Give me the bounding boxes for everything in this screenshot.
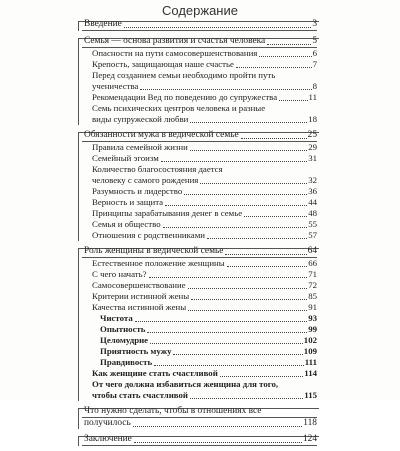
toc-entry [82, 142, 317, 153]
entry-title: Опытность [100, 324, 146, 334]
dot-leader [236, 67, 312, 68]
entry-page-number: 85 [308, 291, 317, 301]
dot-leader [140, 89, 311, 90]
entry-page-number: 124 [302, 434, 317, 444]
entry-page-number: 3 [312, 19, 317, 29]
dot-leader [227, 266, 308, 267]
dot-leader [124, 27, 312, 28]
entry-title: Правила семейной жизни [92, 142, 188, 152]
entry-title: получилось [84, 418, 131, 428]
entry-title: Перед созданием семьи необходимо пройти путь [92, 70, 276, 80]
entry-title: чтобы стать счастливой [92, 390, 188, 400]
dot-leader [267, 44, 311, 45]
toc-entry [82, 246, 317, 258]
toc-section [82, 434, 317, 446]
entry-title: Чистота [100, 313, 133, 323]
entry-page-number: 64 [307, 246, 317, 256]
entry-title: Количество благосостояния дается [92, 164, 223, 174]
entry-page-number: 36 [308, 186, 317, 196]
entry-page-number: 93 [308, 313, 317, 323]
entry-title: ученичества [92, 81, 139, 91]
entry-page-number: 91 [308, 302, 317, 312]
entry-page-number: 66 [308, 258, 317, 268]
entry-title: Обязанности мужа в ведической семье [84, 130, 239, 140]
toc-entry [82, 230, 317, 241]
toc-entry [82, 406, 317, 418]
dot-leader [200, 183, 307, 184]
toc-entry [82, 114, 317, 125]
dot-leader [190, 122, 307, 123]
dot-leader [190, 150, 307, 151]
entry-title: Как женщине стать счастливой [92, 368, 218, 378]
entry-page-number: 44 [308, 197, 317, 207]
entry-title: Правдивость [100, 357, 153, 367]
dot-leader [188, 310, 307, 311]
toc-entry [82, 313, 317, 324]
toc-entry [82, 418, 317, 429]
entry-title: Рекомендации Вед по поведению до супружества [92, 92, 278, 102]
entry-title: Что нужно сделать, чтобы в отношениях все [84, 406, 262, 416]
toc-entry [82, 291, 317, 302]
toc-entry [82, 164, 317, 175]
entry-title: Отношения с родственниками [92, 230, 205, 240]
dot-leader [173, 354, 302, 355]
dot-leader [165, 205, 307, 206]
toc-entry [82, 153, 317, 164]
toc-entry [82, 186, 317, 197]
entry-page-number: 31 [308, 153, 317, 163]
entry-title: С чего начать? [92, 269, 147, 279]
entry-page-number: 32 [308, 175, 317, 185]
dot-leader [150, 343, 303, 344]
entry-title: человеку с самого рождения [92, 175, 199, 185]
toc-entry [82, 390, 317, 401]
toc-entry [82, 70, 317, 81]
dot-leader [161, 161, 307, 162]
toc-entry [82, 19, 317, 31]
entry-title: Семья — основа развития и счастья человека [84, 36, 266, 46]
toc-entry [82, 434, 317, 446]
entry-title: Критерии истинной жены [92, 291, 190, 301]
toc-entry [82, 346, 317, 357]
dot-leader [163, 227, 308, 228]
entry-title: От чего должна избавиться женщина для того, [92, 379, 279, 389]
entry-page-number: 57 [308, 230, 317, 240]
entry-title: Качества истинной жены [92, 302, 187, 312]
entry-title: Целомудрие [100, 335, 149, 345]
toc-section [82, 246, 317, 401]
entry-title: виды супружеской любви [92, 114, 189, 124]
toc-entry [82, 81, 317, 92]
dot-leader [220, 376, 304, 377]
toc-entry [82, 59, 317, 70]
toc-entry [82, 258, 317, 269]
entry-title: Естественное положение женщины [92, 258, 225, 268]
entry-title: Семь психических центров человека и разные [92, 103, 266, 113]
entry-page-number: 18 [308, 114, 317, 124]
toc-entry [82, 324, 317, 335]
page-title: Содержание [162, 3, 238, 18]
toc-entry [82, 48, 317, 59]
entry-page-number: 102 [303, 335, 317, 345]
toc-section [82, 406, 317, 429]
dot-leader [279, 100, 307, 101]
entry-page-number: 55 [308, 219, 317, 229]
dot-leader [135, 321, 307, 322]
toc-section [82, 36, 317, 125]
entry-title: Семья и общество [92, 219, 161, 229]
toc-entry [82, 379, 317, 390]
entry-page-number: 8 [312, 81, 317, 91]
toc-section [82, 19, 317, 31]
entry-title: Крепость, защищающая наше счастье [92, 59, 234, 69]
toc-entry [82, 368, 317, 379]
dot-leader [241, 138, 307, 139]
entry-page-number: 29 [308, 142, 317, 152]
entry-title: Разумность и лидерство [92, 186, 183, 196]
toc-entry [82, 92, 317, 103]
toc-entry [82, 36, 317, 48]
entry-page-number: 114 [304, 368, 317, 378]
section-gap [82, 446, 317, 451]
toc-entry [82, 335, 317, 346]
entry-title: Роль женщины в ведической семье [84, 246, 224, 256]
toc-entry [82, 197, 317, 208]
toc-entry [82, 130, 317, 142]
entry-title: Заключение [84, 434, 132, 444]
toc-entry [82, 302, 317, 313]
dot-leader [154, 365, 304, 366]
entry-page-number: 6 [312, 48, 317, 58]
entry-title: Принципы зарабатывания денег в семье [92, 208, 243, 218]
dot-leader [134, 442, 302, 443]
entry-page-number: 48 [308, 208, 317, 218]
entry-page-number: 111 [304, 357, 317, 367]
toc-section [82, 130, 317, 241]
entry-title: Семейный эгоизм [92, 153, 159, 163]
toc-entry [82, 208, 317, 219]
entry-title: Самосовершенствование [92, 280, 186, 290]
entry-page-number: 5 [312, 36, 317, 46]
dot-leader [184, 194, 307, 195]
dot-leader [147, 332, 307, 333]
entry-page-number: 118 [303, 418, 317, 428]
dot-leader [244, 216, 307, 217]
dot-leader [191, 299, 307, 300]
toc-entry [82, 219, 317, 230]
entry-page-number: 7 [312, 59, 317, 69]
entry-page-number: 72 [308, 280, 317, 290]
dot-leader [225, 254, 306, 255]
toc-entry [82, 175, 317, 186]
dot-leader [207, 238, 307, 239]
toc-entry [82, 103, 317, 114]
dot-leader [133, 426, 303, 427]
entry-page-number: 99 [308, 324, 317, 334]
dot-leader [259, 56, 311, 57]
entry-title: Введение [84, 19, 122, 29]
toc-entry [82, 357, 317, 368]
entry-title: Приятность мужу [100, 346, 172, 356]
toc-entry [82, 269, 317, 280]
dot-leader [188, 288, 308, 289]
entry-page-number: 109 [303, 346, 317, 356]
entry-title: Опасности на пути самосовершенствования [92, 48, 258, 58]
entry-page-number: 11 [308, 92, 317, 102]
toc-entry [82, 280, 317, 291]
dot-leader [190, 398, 303, 399]
entry-title: Верность и защита [92, 197, 164, 207]
entry-page-number: 71 [308, 269, 317, 279]
entry-page-number: 25 [307, 130, 317, 140]
entry-page-number: 115 [304, 390, 317, 400]
dot-leader [149, 277, 308, 278]
table-of-contents [82, 19, 317, 451]
